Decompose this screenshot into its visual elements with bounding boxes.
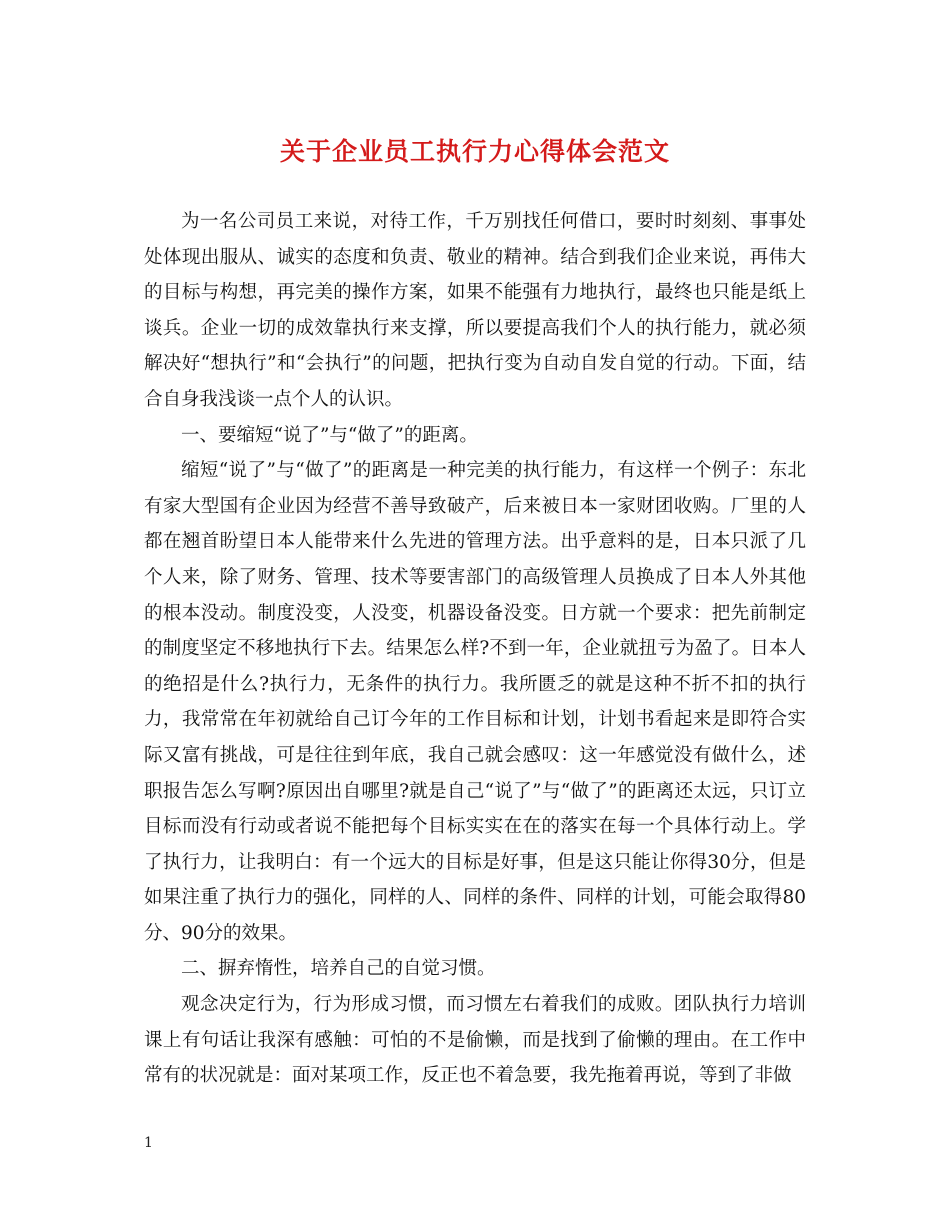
page-number: 1 [144, 1135, 153, 1151]
section-heading-1: 一、要缩短“说了”与“做了”的距离。 [181, 424, 478, 446]
paragraph-intro: 为一名公司员工来说，对待工作，千万别找任何借口，要时时刻刻、事事处处体现出服从、诚实的态度和负责、敬业的精神。结合到我们企业来说，再伟大的目标与构想，再完美的操作方案，如果不能强有力地执行，最终也只能是纸上谈兵。企业一切的成效靠执行来支撑，所以要提高我们个人的执行能力，就必须解决好“想执行”和“会执行”的问题，把执行变为自动自发自觉的行动。下面，结合自身我浅谈一点个人的认识。 [144, 211, 806, 410]
document-body [144, 204, 806, 1094]
paragraph-section-2: 观念决定行为，行为形成习惯，而习惯左右着我们的成败。团队执行力培训课上有句话让我深有感触：可怕的不是偷懒，而是找到了偷懒的理由。在工作中常有的状况就是：面对某项工作，反正也不着急要，我先拖着再说，等到了非做 [144, 994, 806, 1087]
paragraph-section-1: 缩短“说了”与“做了”的距离是一种完美的执行能力，有这样一个例子：东北有家大型国有企业因为经营不善导致破产，后来被日本一家财团收购。厂里的人都在翘首盼望日本人能带来什么先进的管理方法。出乎意料的是，日本只派了几个人来，除了财务、管理、技术等要害部门的高级管理人员换成了日本人外其他的根本没动。制度没变，人没变，机器设备没变。日方就一个要求：把先前制定的制度坚定不移地执行下去。结果怎么样?不到一年，企业就扭亏为盈了。日本人的绝招是什么?执行力，无条件的执行力。我所匮乏的就是这种不折不扣的执行力，我常常在年初就给自己订今年的工作目标和计划，计划书看起来是即符合实际又富有挑战，可是往往到年底，我自己就会感叹：这一年感觉没有做什么，述职报告怎么写啊?原因出自哪里?就是自己“说了”与“做了”的距离还太远，只订立目标而没有行动或者说不能把每个目标实实在在的落实在每一个具体行动上。学了执行力，让我明白：有一个远大的目标是好事，但是这只能让你得30分，但是如果注重了执行力的强化，同样的人、同样的条件、同样的计划，可能会取得80分、90分的效果。 [144, 460, 806, 944]
section-heading-2: 二、摒弃惰性，培养自己的自觉习惯。 [181, 958, 496, 980]
document-title: 关于企业员工执行力心得体会范文 [279, 137, 670, 166]
